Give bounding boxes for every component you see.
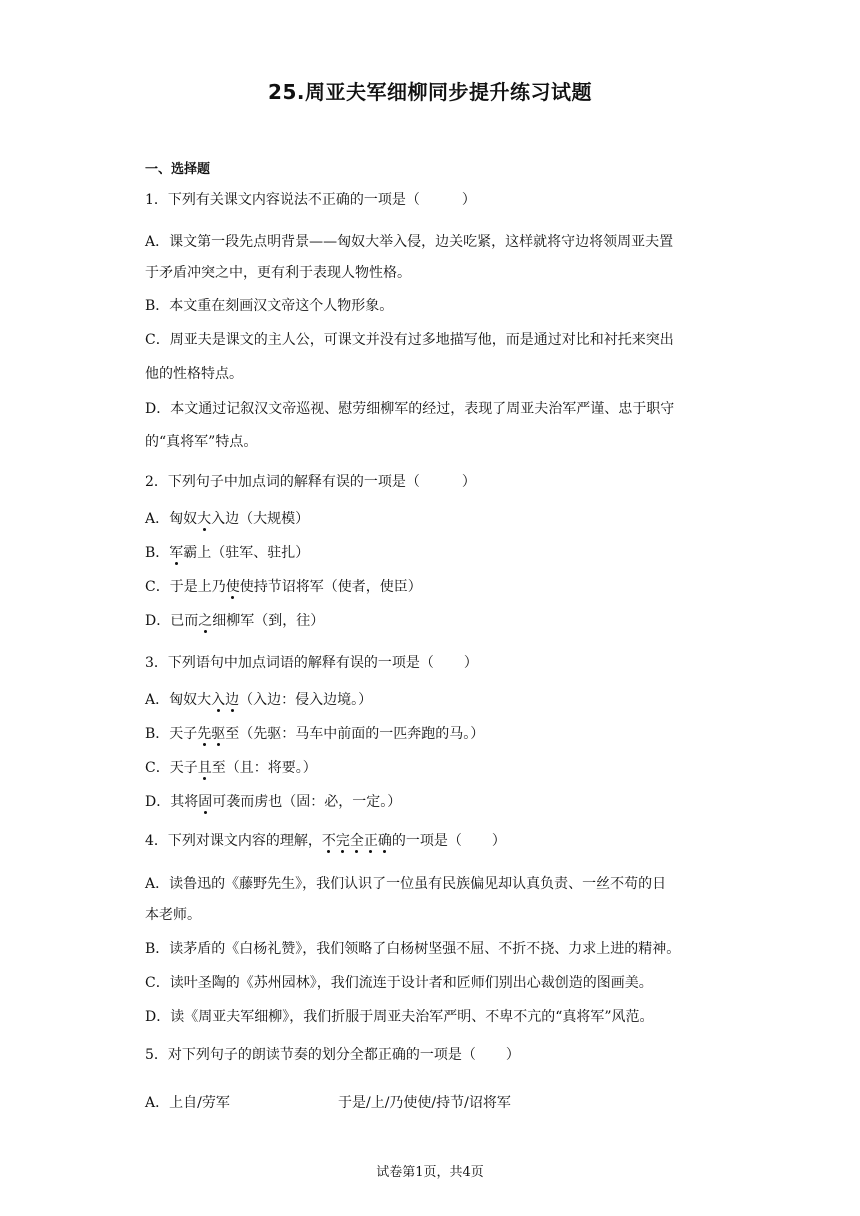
question-2-option-b: B．军霸上（驻军、驻扎） xyxy=(145,545,310,561)
question-1-option-c-cont: 他的性格特点。 xyxy=(145,366,243,382)
section-heading: 一、选择题 xyxy=(145,162,211,177)
question-2-option-c: C．于是上乃使使持节诏将军（使者，使臣） xyxy=(145,579,422,595)
question-3-option-a: A．匈奴大入边（入边：侵入边境。） xyxy=(145,692,373,708)
question-1-stem: 1．下列有关课文内容说法不正确的一项是（ ） xyxy=(145,192,476,208)
emphasis-dotted-char: 不 xyxy=(321,833,336,849)
question-4-option-d: D．读《周亚夫军细柳》，我们折服于周亚夫治军严明、不卑不亢的“真将军”风范。 xyxy=(145,1009,654,1025)
question-4-option-b: B．读茅盾的《白杨礼赞》，我们领略了白杨树坚强不屈、不折不挠、力求上进的精神。 xyxy=(145,941,681,957)
emphasis-dotted-char: 且 xyxy=(197,760,212,776)
page-footer: 试卷第1页，共4页 xyxy=(376,1165,484,1180)
emphasis-dotted-word: 之 xyxy=(198,613,213,629)
question-3-option-c: C．天子且至（且：将要。） xyxy=(145,760,317,776)
question-4-option-c: C．读叶圣陶的《苏州园林》，我们流连于设计者和匠师们别出心裁创造的图画美。 xyxy=(145,975,653,991)
question-5-stem: 5．对下列句子的朗读节奏的划分全都正确的一项是（ ） xyxy=(145,1047,520,1063)
question-2-option-d: D．已而之细柳军（到，往） xyxy=(145,613,325,629)
question-3-stem: 3．下列语句中加点词语的解释有误的一项是（ ） xyxy=(145,655,478,671)
emphasis-dotted-word: 使 xyxy=(225,579,240,595)
question-3-option-b: B．天子先驱至（先驱：马车中前面的一匹奔跑的马。） xyxy=(145,726,485,742)
emphasis-dotted-char: 正 xyxy=(363,833,378,849)
question-1-option-a-cont: 于矛盾冲突之中，更有利于表现人物性格。 xyxy=(145,265,411,281)
emphasis-dotted-word xyxy=(197,726,225,742)
question-4-option-a: A．读鲁迅的《藤野先生》，我们认识了一位虽有民族偏见却认真负责、一丝不苟的日 xyxy=(145,876,667,892)
question-4-stem: 4．下列对课文内容的理解，不完全正确的一项是（ ） xyxy=(145,833,506,849)
emphasis-dotted-char: 固 xyxy=(198,794,213,810)
page-title: 25.周亚夫军细柳同步提升练习试题 xyxy=(268,80,592,104)
emphasis-dotted-char: 全 xyxy=(349,833,364,849)
emphasis-dotted-word xyxy=(198,794,212,810)
emphasis-dotted-char: 入 xyxy=(211,692,226,708)
question-1-option-b: B．本文重在刻画汉文帝这个人物形象。 xyxy=(145,298,394,314)
question-1-option-d: D．本文通过记叙汉文帝巡视、慰劳细柳军的经过，表现了周亚夫治军严谨、忠于职守 xyxy=(145,401,675,417)
question-2-stem: 2．下列句子中加点词的解释有误的一项是（ ） xyxy=(145,474,476,490)
emphasis-dotted-char: 完 xyxy=(335,833,350,849)
emphasis-dotted-word xyxy=(322,833,392,849)
emphasis-dotted-word: 军 xyxy=(169,545,184,561)
emphasis-dotted-word xyxy=(198,760,212,776)
question-4-option-a-cont: 本老师。 xyxy=(145,907,201,923)
emphasis-dotted-word xyxy=(211,692,239,708)
emphasis-dotted-char: 确 xyxy=(377,833,392,849)
question-2-option-a: A．匈奴大入边（大规模） xyxy=(145,511,310,527)
question-1-option-d-cont: 的“真将军”特点。 xyxy=(145,434,258,450)
question-5-option-a: A．上自/劳军 于是/上/乃使使/持节/诏将军 xyxy=(145,1095,511,1111)
emphasis-dotted-char: 驱 xyxy=(211,726,226,742)
question-1-option-a: A．课文第一段先点明背景——匈奴大举入侵，边关吃紧，这样就将守边将领周亚夫置 xyxy=(145,234,674,250)
emphasis-dotted-char: 边 xyxy=(225,692,240,708)
question-3-option-d: D．其将固可袭而虏也（固：必，一定。） xyxy=(145,794,402,810)
emphasis-dotted-word: 大 xyxy=(197,511,212,527)
emphasis-dotted-char: 先 xyxy=(197,726,212,742)
question-1-option-c: C．周亚夫是课文的主人公，可课文并没有过多地描写他，而是通过对比和衬托来突出 xyxy=(145,332,674,348)
